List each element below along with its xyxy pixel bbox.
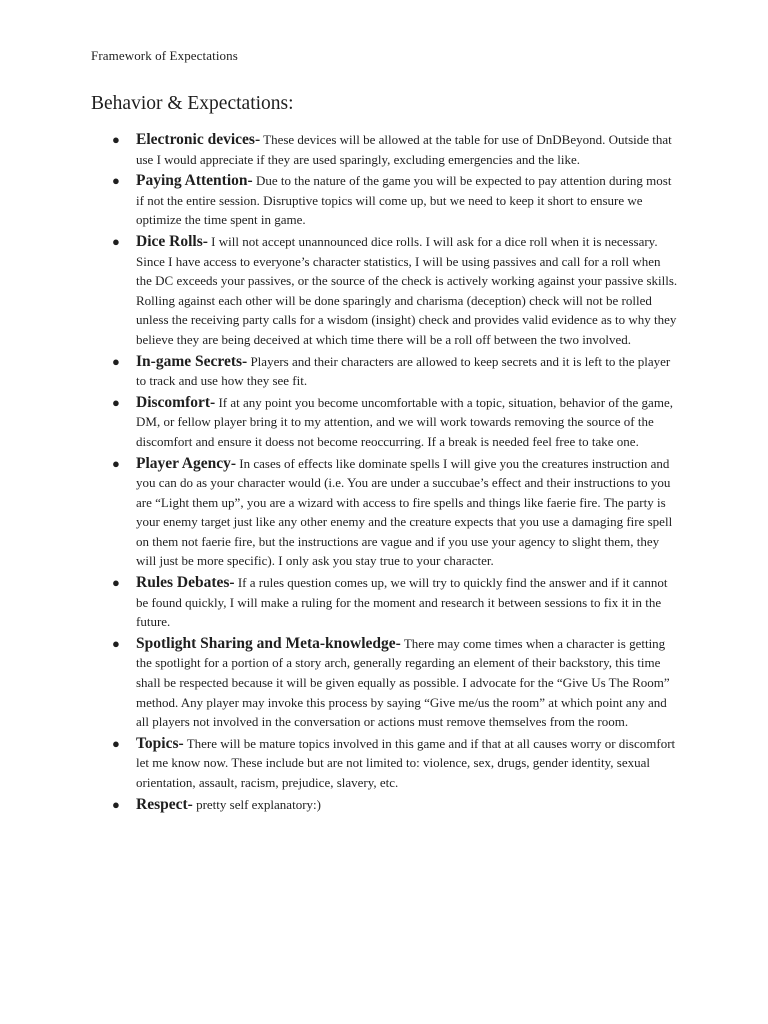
item-title: In-game Secrets- xyxy=(136,352,248,370)
item-title: Respect- xyxy=(136,795,193,813)
bullet-icon: ● xyxy=(112,575,120,591)
list-item xyxy=(112,130,678,169)
item-title: Spotlight Sharing and Meta-knowledge- xyxy=(136,634,401,652)
list-item xyxy=(112,393,678,452)
item-text: If at any point you become uncomfortable with a topic, situation, behavior of the game, DM, or fellow player bring it to my attention, and we will work towards removing the source of the discomfort and ensure it doess not become reoccurring. If a break is needed feel free to take one. xyxy=(136,394,673,449)
list-item xyxy=(112,795,678,815)
bullet-icon: ● xyxy=(112,455,120,471)
list-item xyxy=(112,634,678,732)
list-item xyxy=(112,454,678,572)
item-text: pretty self explanatory:) xyxy=(196,796,321,812)
bullet-icon: ● xyxy=(112,353,120,369)
item-text: I will not accept unannounced dice rolls. I will ask for a dice roll when it is necessary. Since I have access to everyone’s character statistics, I will be using passives and call for a roll when the DC exceeds your passives, or the source of the check is actively working against your passive skills. Rolling against each other will be done sparingly and charisma (deception) check will not be rolled unless the receiving party calls for a wisdom (insight) check and provides valid evidence as to why they believe they are being deceived at which time there will be a roll off between the two involved. xyxy=(136,233,678,347)
list-item xyxy=(112,171,678,230)
item-text: Due to the nature of the game you will be expected to pay attention during most if not the entire session. Disruptive topics will come up, but we need to keep it short to ensure we optimize the time spent in game. xyxy=(136,173,672,228)
bullet-icon: ● xyxy=(112,394,120,410)
item-text: There will be mature topics involved in this game and if that at all causes worry or discomfort let me know now. These include but are not limited to: violence, sex, drugs, gender identity, sexual orientation, assault, racism, prejudice, slavery, etc. xyxy=(136,735,676,790)
item-title: Discomfort- xyxy=(136,393,216,411)
bullet-icon: ● xyxy=(112,735,120,751)
item-title: Player Agency- xyxy=(136,454,237,472)
item-text: If a rules question comes up, we will try to quickly find the answer and if it cannot be found quickly, I will make a ruling for the moment and research it between sessions to fix it in the future. xyxy=(136,575,668,630)
list-item xyxy=(112,734,678,793)
item-title: Topics- xyxy=(136,734,184,752)
item-text: Players and their characters are allowed to keep secrets and it is left to the player to track and use how they see fit. xyxy=(136,353,671,389)
item-title: Paying Attention- xyxy=(136,172,253,190)
list-item xyxy=(112,232,678,350)
item-title: Electronic devices- xyxy=(136,131,261,148)
list-item xyxy=(112,573,678,632)
bullet-icon: ● xyxy=(112,233,120,249)
item-title: Dice Rolls- xyxy=(136,232,208,250)
bullet-icon: ● xyxy=(112,796,120,812)
bullet-icon: ● xyxy=(112,132,120,147)
item-text: In cases of effects like dominate spells I will give you the creatures instruction and you can do as your character would (i.e. You are under a succubae’s effect and their instructions to you are “Light them up”, you are a wizard with access to fire spells and things like faerie fire. The party is your enemy target just like any other enemy and the creature expects that you use a damaging fire spell on them not faerie fire, but the instructions are vague and if you use your agency to slight them, they will just be more specific). I only ask you stay true to your character. xyxy=(136,455,673,569)
expectations-list xyxy=(112,130,678,816)
item-text: There may come times when a character is getting the spotlight for a portion of a story arch, generally regarding an element of their backstory, this time shall be respected because it will be given equally as possible. I advocate for the “Give Us The Room” method. Any player may invoke this process by saying “Give me/us the room” at which point any and all players not involved in the conversation or actions must remove themselves from the room. xyxy=(136,635,670,730)
document-header: Framework of Expectations xyxy=(91,48,238,63)
section-heading: Behavior & Expectations: xyxy=(91,93,294,114)
bullet-icon: ● xyxy=(112,173,120,189)
list-item xyxy=(112,352,678,391)
item-text: These devices will be allowed at the table for use of DnDBeyond. Outside that use I would appreciate if they are used sparingly, excluding emergencies and the like. xyxy=(136,132,672,167)
bullet-icon: ● xyxy=(112,635,120,651)
item-title: Rules Debates- xyxy=(136,574,235,592)
